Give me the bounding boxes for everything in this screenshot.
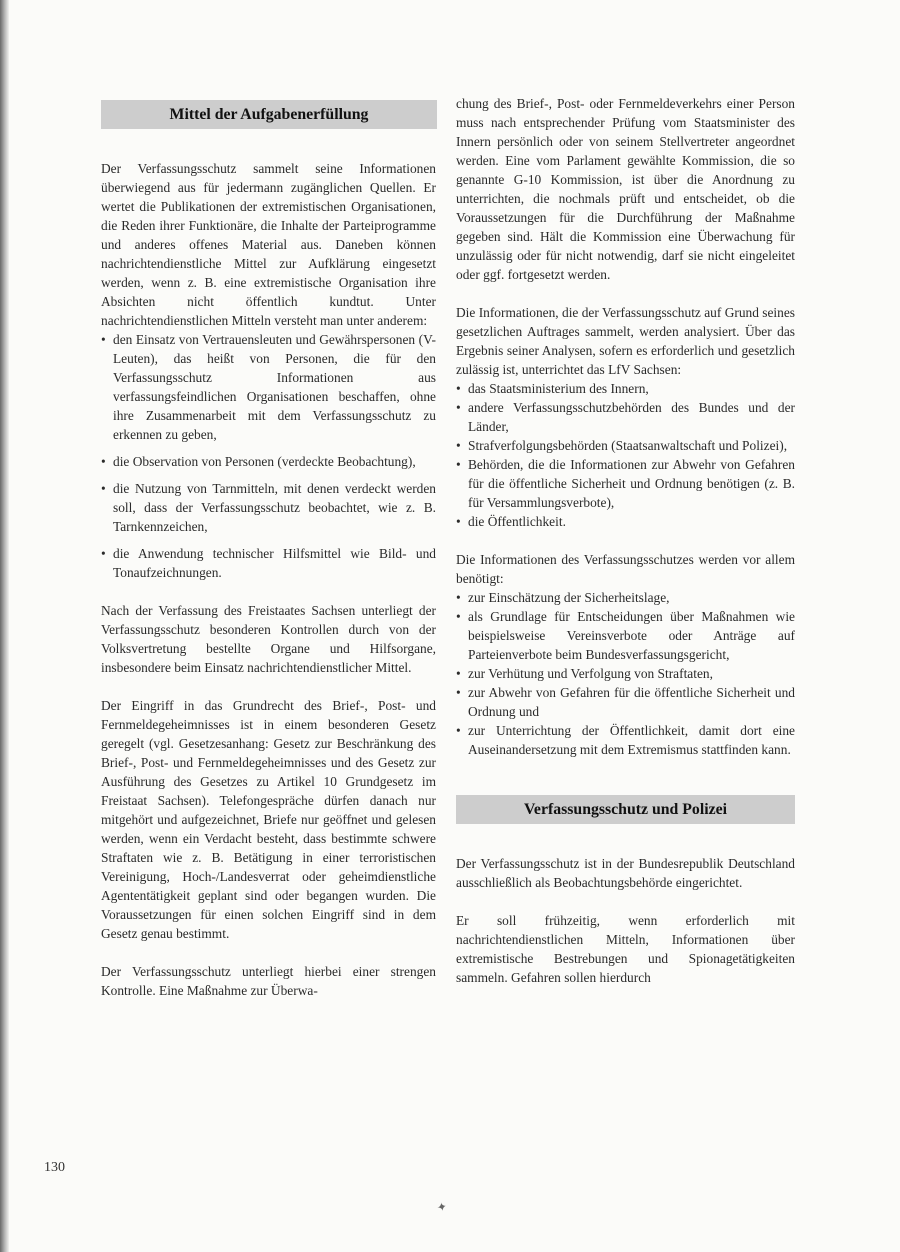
intro-paragraph: Der Verfassungsschutz sammelt seine Informationen überwiegend aus für jedermann zugänglichen Quellen. Er wertet die Publikationen der extremistischen Organisationen, die Reden ihrer Funktionäre, die Inhalte der Parteiprogramme und anderes offenes Material aus. Daneben können nachrichtendienstliche Mittel zur Aufklärung eingesetzt werden, wenn z. B. eine extremistische Organisation ihre Absichten nicht öffentlich kundtut. Unter nachrichtendienstlichen Mitteln versteht man unter anderem:: [101, 161, 436, 328]
continuation-paragraph: chung des Brief-, Post- oder Fernmeldeverkehrs einer Person muss nach entsprechender Prüfung vom Staatsminister des Innern persönlich oder von seinem Stellvertreter angeordnet werden. Eine vom Parlament gewählte Kommission, die so genannte G-10 Kommission, ist über die Anordnung zu unterrichten, die nochmals prüft und entscheidet, ob die Voraussetzungen für die Durchführung der Maßnahme gegeben sind. Hält die Kommission eine Überwachung für unzulässig oder für nicht notwendig, darf sie nicht eingeleitet oder ggf. fortgesetzt werden.: [456, 96, 795, 282]
list-item: • die Öffentlichkeit.: [456, 512, 795, 531]
needs-paragraph: Die Informationen des Verfassungsschutzes werden vor allem benötigt:: [456, 552, 795, 586]
strict-control-paragraph: Der Verfassungsschutz unterliegt hierbei einer strengen Kontrolle. Eine Maßnahme zur Überwa-: [101, 964, 436, 998]
privacy-law-paragraph: Der Eingriff in das Grundrecht des Brief-, Post- und Fernmeldegeheimnisses ist in einem besonderen Gesetz geregelt (vgl. Gesetzesanhang: Gesetz zur Beschränkung des Brief-, Post- und Fernmeldegeheimnisses und des Gesetz zur Ausführung des Gesetzes zu Artikel 10 Grundgesetz im Freistaat Sachsen). Telefongespräche dürfen danach nur mitgehört und aufgezeichnet, Briefe nur geöffnet und gelesen werden, wenn ein Verdacht besteht, dass bestimmte schwere Straftaten wie z. B. Betätigung in einer terroristischen Vereinigung, Hoch-/Landesverrat oder geheimdienstliche Agententätigkeit geplant sind oder begangen wurden. Die Voraussetzungen für einen solchen Eingriff sind in dem Gesetz genau bestimmt.: [101, 698, 436, 941]
page-number: 130: [44, 1160, 65, 1175]
list-item: • die Anwendung technischer Hilfsmittel wie Bild- und Tonaufzeichnungen.: [101, 544, 436, 582]
right-column: [456, 94, 795, 1006]
early-warning-paragraph: Er soll frühzeitig, wenn erforderlich mit nachrichtendienstlichen Mitteln, Informationen über extremistische Bestrebungen und Spionagetätigkeiten sammeln. Gefahren sollen hierdurch: [456, 913, 795, 985]
list-item: • die Observation von Personen (verdeckte Beobachtung),: [101, 452, 436, 471]
list-item: • als Grundlage für Entscheidungen über Maßnahmen wie beispielsweise Vereinsverbote oder Anträge auf Parteienverbote beim Bundesverfassungsgericht,: [456, 607, 795, 664]
list-item: • den Einsatz von Vertrauensleuten und Gewährspersonen (V-Leuten), das heißt von Personen, die für den Verfassungsschutz Informationen aus verfassungsfeindlichen Organisationen beschaffen, ohne ihre Zusammenarbeit mit dem Verfassungsschutz zu erkennen zu geben,: [101, 330, 436, 444]
list-item: • zur Unterrichtung der Öffentlichkeit, damit dort eine Auseinandersetzung mit dem Extremismus stattfinden kann.: [456, 721, 795, 759]
section-heading-polizei: Verfassungsschutz und Polizei: [456, 795, 795, 824]
means-list: [101, 330, 436, 582]
list-item: • Strafverfolgungsbehörden (Staatsanwaltschaft und Polizei),: [456, 436, 795, 455]
section-heading-mittel: Mittel der Aufgabenerfüllung: [101, 100, 437, 129]
left-column: [101, 100, 436, 1019]
list-item: • die Nutzung von Tarnmitteln, mit denen verdeckt werden soll, dass der Verfassungsschutz beobachtet, wie z. B. Tarnkennzeichen,: [101, 479, 436, 536]
list-item: • Behörden, die die Informationen zur Abwehr von Gefahren für die öffentliche Sicherheit und Ordnung benötigen (z. B. für Versammlungsverbote),: [456, 455, 795, 512]
control-paragraph: Nach der Verfassung des Freistaates Sachsen unterliegt der Verfassungsschutz besonderen Kontrollen durch von der Volksvertretung bestellte Organe und Hilfsorgane, insbesondere beim Einsatz nachrichtendienstlicher Mittel.: [101, 603, 436, 675]
list-item: • zur Einschätzung der Sicherheitslage,: [456, 588, 795, 607]
list-item: • andere Verfassungsschutzbehörden des Bundes und der Länder,: [456, 398, 795, 436]
observation-paragraph: Der Verfassungsschutz ist in der Bundesrepublik Deutschland ausschließlich als Beobachtungsbehörde eingerichtet.: [456, 856, 795, 890]
recipients-list: [456, 379, 795, 531]
scan-smudge: ✦: [435, 1199, 449, 1215]
list-item: • das Staatsministerium des Innern,: [456, 379, 795, 398]
list-item: • zur Abwehr von Gefahren für die öffentliche Sicherheit und Ordnung und: [456, 683, 795, 721]
scan-edge: [0, 0, 9, 1252]
list-item: • zur Verhütung und Verfolgung von Straftaten,: [456, 664, 795, 683]
uses-list: [456, 588, 795, 759]
analysis-paragraph: Die Informationen, die der Verfassungsschutz auf Grund seines gesetzlichen Auftrages sammelt, werden analysiert. Über das Ergebnis seiner Analysen, sofern es erforderlich und gesetzlich zulässig ist, unterrichtet das LfV Sachsen:: [456, 305, 795, 377]
